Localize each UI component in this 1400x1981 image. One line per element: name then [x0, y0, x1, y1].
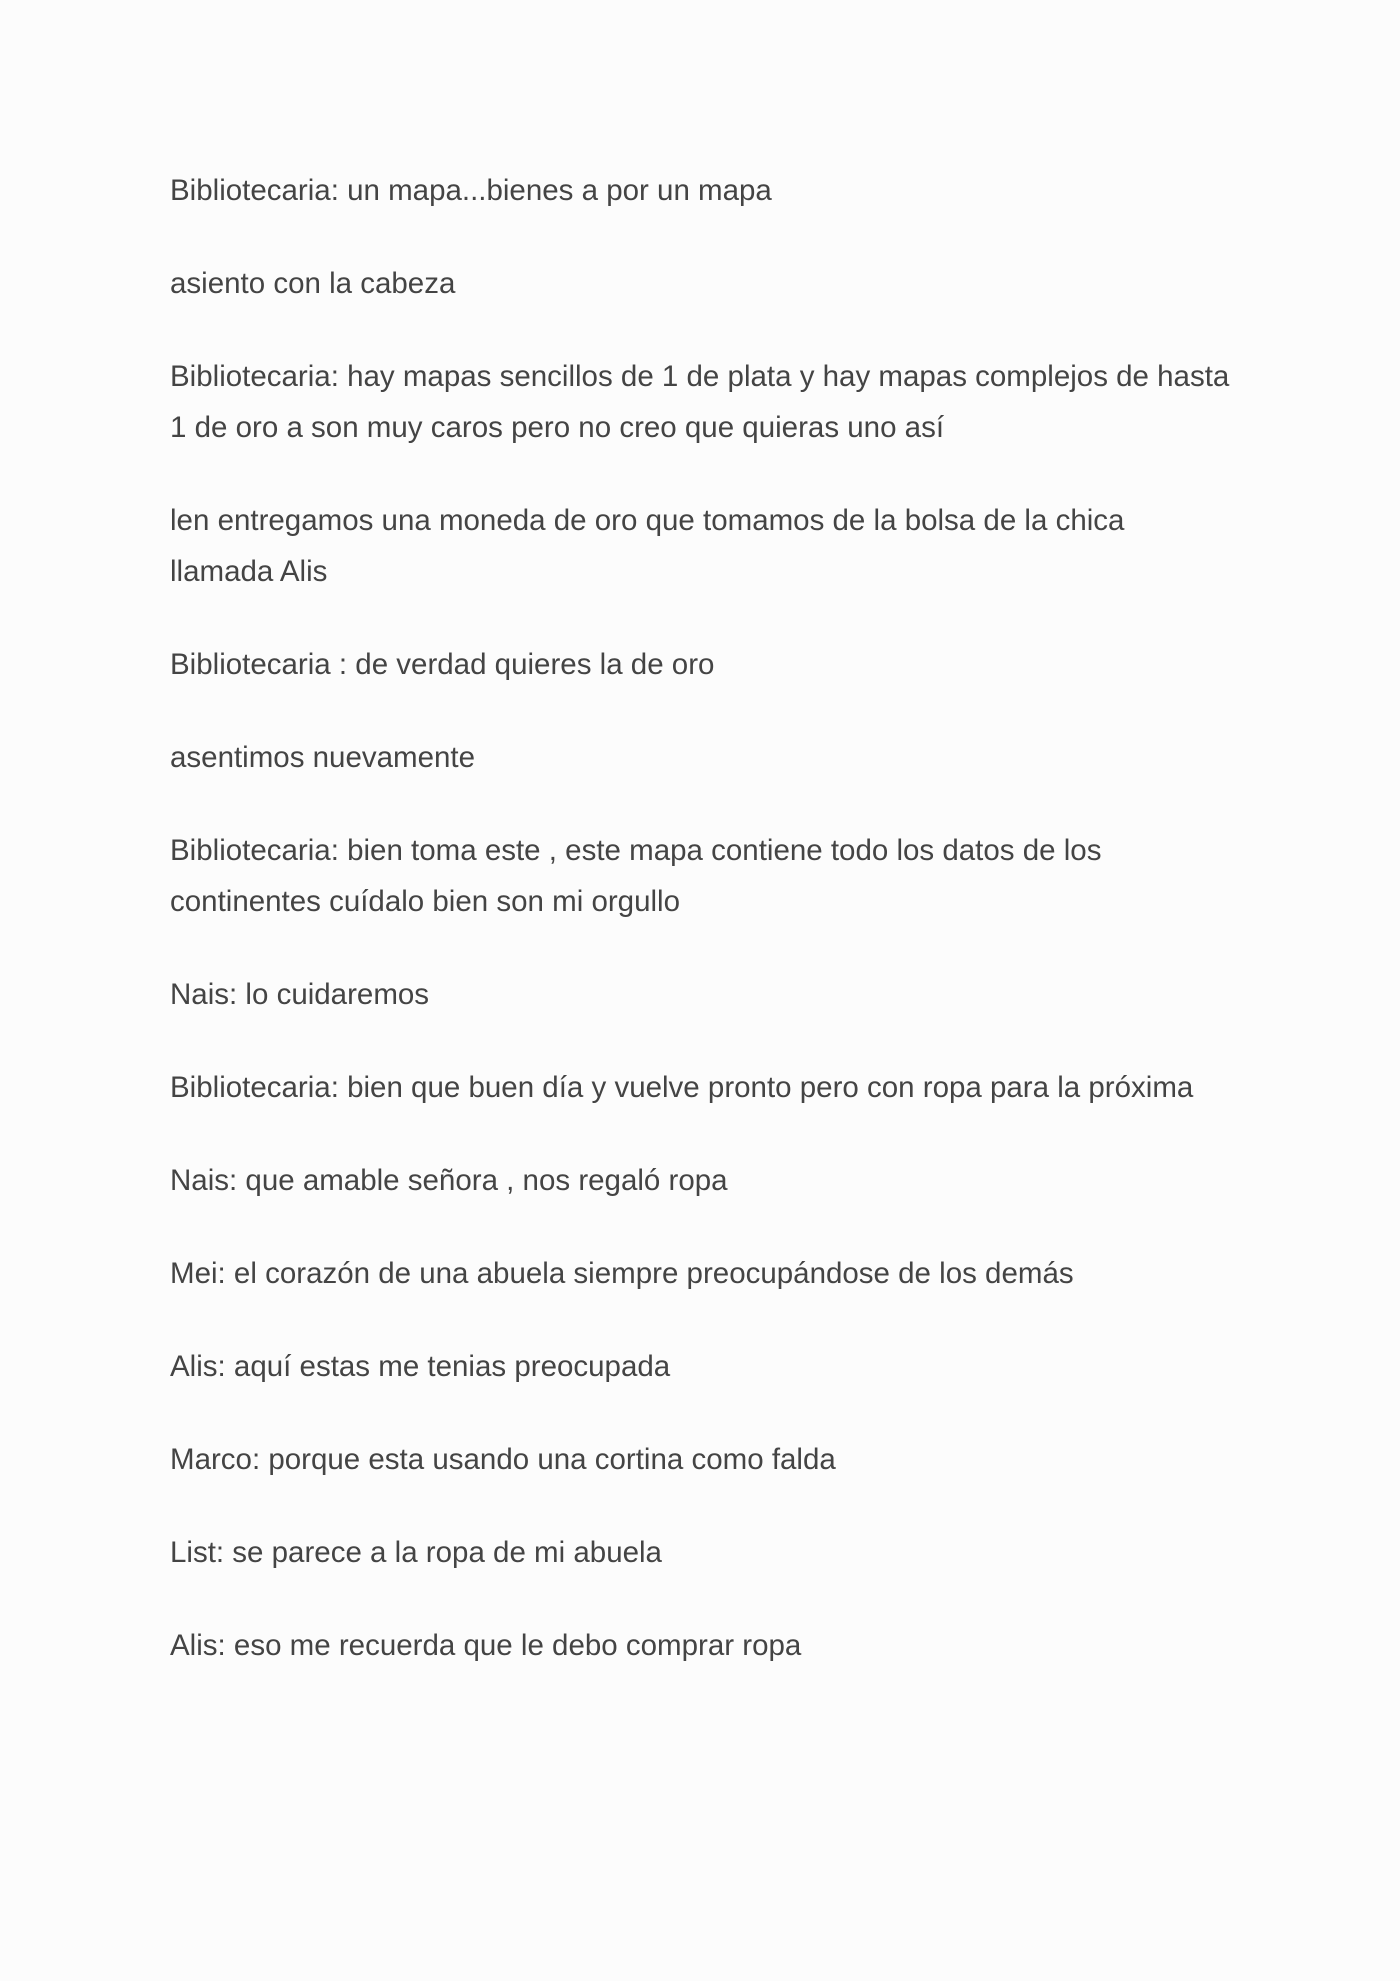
paragraph-11: Mei: el corazón de una abuela siempre preocupándose de los demás — [170, 1257, 1074, 1290]
paragraph-4: len entregamos una moneda de oro que tomamos de la bolsa de la chica llamada Alis — [170, 504, 1125, 588]
document-body — [170, 165, 1230, 1713]
paragraph-12: Alis: aquí estas me tenias preocupada — [170, 1350, 671, 1383]
paragraph-8: Nais: lo cuidaremos — [170, 978, 430, 1011]
paragraph-10: Nais: que amable señora , nos regaló ropa — [170, 1164, 728, 1197]
paragraph-9: Bibliotecaria: bien que buen día y vuelve pronto pero con ropa para la próxima — [170, 1071, 1194, 1104]
paragraph-14: List: se parece a la ropa de mi abuela — [170, 1536, 662, 1569]
paragraph-15: Alis: eso me recuerda que le debo comprar ropa — [170, 1629, 802, 1662]
paragraph-7: Bibliotecaria: bien toma este , este mapa contiene todo los datos de los continentes cuídalo bien son mi orgullo — [170, 834, 1102, 918]
paragraph-1: Bibliotecaria: un mapa...bienes a por un mapa — [170, 174, 772, 207]
paragraph-3: Bibliotecaria: hay mapas sencillos de 1 de plata y hay mapas complejos de hasta 1 de oro a son muy caros pero no creo que quieras uno así — [170, 360, 1230, 444]
paragraph-6: asentimos nuevamente — [170, 741, 476, 774]
paragraph-2: asiento con la cabeza — [170, 267, 456, 300]
paragraph-5: Bibliotecaria : de verdad quieres la de oro — [170, 648, 715, 681]
paragraph-13: Marco: porque esta usando una cortina como falda — [170, 1443, 836, 1476]
